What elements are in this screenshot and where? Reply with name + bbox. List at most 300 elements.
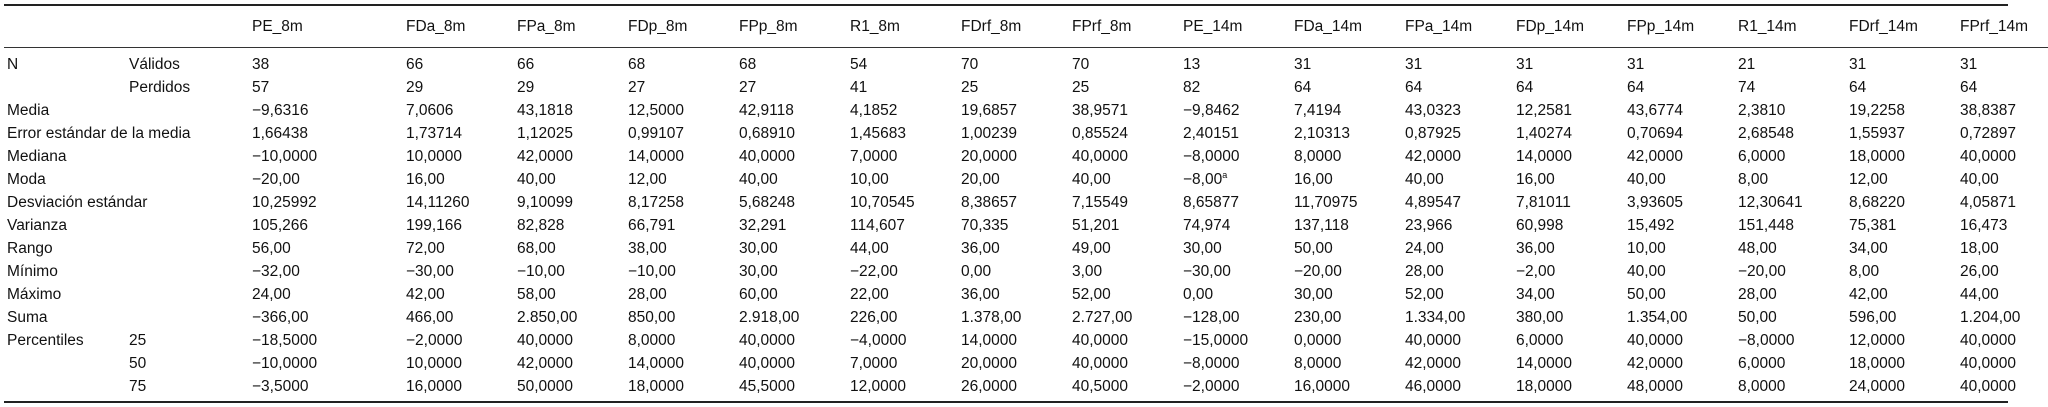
table-cell xyxy=(1294,214,1405,237)
table-cell xyxy=(252,283,406,306)
table-cell xyxy=(517,48,628,77)
table-cell xyxy=(1516,168,1627,191)
cell-value: 8,00 xyxy=(1849,263,1880,280)
table-cell xyxy=(406,145,517,168)
cell-value: 40,0000 xyxy=(1072,332,1129,349)
table-cell xyxy=(1294,168,1405,191)
table-cell xyxy=(252,145,406,168)
table-cell xyxy=(1072,260,1183,283)
cell-value: 38,9571 xyxy=(1072,102,1129,119)
table-cell xyxy=(406,375,517,398)
table-cell xyxy=(1627,48,1738,77)
table-cell xyxy=(252,306,406,329)
table-cell xyxy=(1849,76,1960,99)
cell-value: 40,0000 xyxy=(1072,148,1129,165)
table-cell xyxy=(406,214,517,237)
table-cell xyxy=(1516,145,1627,168)
cell-value: 24,00 xyxy=(1405,240,1444,257)
column-header: FPp_8m xyxy=(739,6,850,48)
table-cell xyxy=(1849,145,1960,168)
table-cell xyxy=(628,168,739,191)
cell-value: 8,0000 xyxy=(1738,378,1786,395)
table-cell xyxy=(1738,168,1849,191)
cell-value: 66,791 xyxy=(628,217,676,234)
cell-value: −10,00 xyxy=(628,263,676,280)
table-cell xyxy=(1627,214,1738,237)
table-cell xyxy=(1738,214,1849,237)
table-cell xyxy=(1960,122,2048,145)
cell-value: 56,00 xyxy=(252,240,291,257)
table-cell xyxy=(739,329,850,352)
cell-value: 26,00 xyxy=(1960,263,1999,280)
cell-value: −15,0000 xyxy=(1183,332,1249,349)
cell-value: 151,448 xyxy=(1738,217,1795,234)
cell-value: 30,00 xyxy=(1183,240,1222,257)
cell-value: 12,5000 xyxy=(628,102,685,119)
cell-value: −20,00 xyxy=(1294,263,1342,280)
cell-value: 1.334,00 xyxy=(1405,309,1466,326)
row-label: Mínimo xyxy=(7,263,58,280)
table-row xyxy=(4,260,2048,283)
cell-value: 6,0000 xyxy=(1516,332,1564,349)
cell-value: −32,00 xyxy=(252,263,300,280)
table-cell xyxy=(1516,283,1627,306)
cell-value: 64 xyxy=(1294,79,1312,96)
table-cell xyxy=(1516,375,1627,398)
cell-value: 40,0000 xyxy=(739,148,796,165)
table-cell xyxy=(961,145,1072,168)
cell-value: 28,00 xyxy=(1738,286,1777,303)
cell-value: 16,0000 xyxy=(406,378,463,395)
table-cell xyxy=(1072,191,1183,214)
cell-value: 19,2258 xyxy=(1849,102,1906,119)
cell-value: 10,0000 xyxy=(406,148,463,165)
cell-value: 7,0000 xyxy=(850,148,898,165)
table-cell xyxy=(1738,329,1849,352)
cell-value: 40,0000 xyxy=(517,332,574,349)
table-cell xyxy=(850,191,961,214)
cell-value: 11,70975 xyxy=(1294,194,1358,211)
cell-value: 40,0000 xyxy=(1072,355,1129,372)
cell-value: 40,00 xyxy=(1627,171,1666,188)
cell-value: 75,381 xyxy=(1849,217,1897,234)
cell-value: 1,55937 xyxy=(1849,125,1906,142)
cell-value: 82,828 xyxy=(517,217,565,234)
table-cell xyxy=(850,260,961,283)
table-cell xyxy=(1849,375,1960,398)
cell-value: 42,0000 xyxy=(1405,355,1462,372)
cell-value: 60,998 xyxy=(1516,217,1564,234)
cell-value: 1,45683 xyxy=(850,125,907,142)
cell-value: 0,70694 xyxy=(1627,125,1684,142)
row-sublabel: 75 xyxy=(129,378,147,395)
table-row xyxy=(4,283,2048,306)
table-row xyxy=(4,76,2048,99)
table-cell xyxy=(1294,306,1405,329)
table-cell xyxy=(628,122,739,145)
cell-value: 0,00 xyxy=(1183,286,1214,303)
cell-value: 18,0000 xyxy=(628,378,685,395)
table-cell xyxy=(961,76,1072,99)
table-cell xyxy=(1849,214,1960,237)
cell-value: 16,0000 xyxy=(1294,378,1351,395)
table-cell xyxy=(1072,48,1183,77)
table-cell xyxy=(1627,191,1738,214)
cell-value: 40,5000 xyxy=(1072,378,1129,395)
cell-value: 0,87925 xyxy=(1405,125,1462,142)
table-cell xyxy=(1405,168,1516,191)
column-header: R1_8m xyxy=(850,6,961,48)
table-cell xyxy=(406,329,517,352)
table-cell xyxy=(628,260,739,283)
table-cell xyxy=(406,48,517,77)
table-row xyxy=(4,122,2048,145)
row-label: Rango xyxy=(7,240,53,257)
table-cell xyxy=(1405,214,1516,237)
cell-value: 27 xyxy=(739,79,757,96)
cell-value: 25 xyxy=(1072,79,1090,96)
table-cell xyxy=(628,99,739,122)
cell-value: −9,6316 xyxy=(252,102,309,119)
cell-value: 30,00 xyxy=(739,263,778,280)
cell-value: 24,00 xyxy=(252,286,291,303)
cell-value: 68 xyxy=(628,56,646,73)
table-cell xyxy=(252,99,406,122)
table-cell xyxy=(739,191,850,214)
table-cell xyxy=(1183,48,1294,77)
table-cell xyxy=(517,306,628,329)
table-cell xyxy=(1627,122,1738,145)
table-cell xyxy=(1849,168,1960,191)
table-cell xyxy=(1516,260,1627,283)
column-header: FPrf_8m xyxy=(1072,6,1183,48)
row-sublabel: 25 xyxy=(129,332,147,349)
table-cell xyxy=(1627,352,1738,375)
table-cell xyxy=(1516,306,1627,329)
cell-value: 38 xyxy=(252,56,270,73)
table-cell xyxy=(1183,329,1294,352)
table-cell xyxy=(1294,237,1405,260)
cell-value: 18,0000 xyxy=(1849,148,1906,165)
cell-value: −30,00 xyxy=(1183,263,1231,280)
table-cell xyxy=(1405,306,1516,329)
table-cell xyxy=(739,99,850,122)
cell-value: 1,00239 xyxy=(961,125,1018,142)
row-sublabel: Válidos xyxy=(129,56,180,73)
table-cell xyxy=(628,283,739,306)
row-label xyxy=(4,76,129,99)
cell-value: 50,00 xyxy=(1627,286,1666,303)
table-cell xyxy=(1072,214,1183,237)
table-cell xyxy=(1294,122,1405,145)
column-header: FDrf_14m xyxy=(1849,6,1960,48)
cell-value: 28,00 xyxy=(628,286,667,303)
cell-value: 42,00 xyxy=(406,286,445,303)
table-cell xyxy=(850,306,961,329)
table-cell xyxy=(961,214,1072,237)
table-cell xyxy=(628,48,739,77)
table-cell xyxy=(1294,48,1405,77)
cell-value: 3,93605 xyxy=(1627,194,1684,211)
table-cell xyxy=(628,145,739,168)
table-cell xyxy=(739,237,850,260)
table-cell xyxy=(739,306,850,329)
row-label: Desviación estándar xyxy=(7,194,148,211)
column-header: FDp_8m xyxy=(628,6,739,48)
cell-value: 18,0000 xyxy=(1849,355,1906,372)
cell-value: 380,00 xyxy=(1516,309,1564,326)
table-cell xyxy=(961,122,1072,145)
cell-value: 70,335 xyxy=(961,217,1009,234)
cell-value: 10,00 xyxy=(1627,240,1666,257)
table-cell xyxy=(1516,191,1627,214)
table-cell xyxy=(1072,283,1183,306)
cell-value: 114,607 xyxy=(850,217,905,234)
table-cell xyxy=(1849,283,1960,306)
cell-value: 24,0000 xyxy=(1849,378,1906,395)
cell-value: −4,0000 xyxy=(850,332,907,349)
cell-value: 40,0000 xyxy=(1960,148,2017,165)
table-cell xyxy=(1072,329,1183,352)
cell-value: 25 xyxy=(961,79,979,96)
cell-value: −10,00 xyxy=(517,263,565,280)
table-cell xyxy=(517,99,628,122)
table-cell xyxy=(1294,352,1405,375)
cell-value: −2,0000 xyxy=(1183,378,1240,395)
table-row xyxy=(4,237,2048,260)
cell-value: 16,00 xyxy=(1294,171,1333,188)
cell-value: −366,00 xyxy=(252,309,309,326)
table-cell xyxy=(1960,260,2048,283)
table-row xyxy=(4,375,2048,398)
table-cell xyxy=(739,122,850,145)
table-cell xyxy=(961,375,1072,398)
cell-value: 8,0000 xyxy=(1294,355,1342,372)
cell-value: 29 xyxy=(406,79,424,96)
cell-value: 66 xyxy=(517,56,535,73)
cell-value: 15,492 xyxy=(1627,217,1675,234)
cell-value: −9,8462 xyxy=(1183,102,1240,119)
table-cell xyxy=(1738,122,1849,145)
row-label: Mediana xyxy=(7,148,67,165)
table-cell xyxy=(1183,191,1294,214)
table-row xyxy=(4,329,2048,352)
column-header: FDrf_8m xyxy=(961,6,1072,48)
column-header: FPrf_14m xyxy=(1960,6,2048,48)
cell-value: 42,0000 xyxy=(1627,148,1684,165)
table-cell xyxy=(1516,352,1627,375)
cell-value: 40,00 xyxy=(1072,171,1111,188)
cell-value: 38,00 xyxy=(628,240,667,257)
table-cell xyxy=(517,352,628,375)
cell-value: −18,5000 xyxy=(252,332,318,349)
row-sublabel xyxy=(129,214,252,237)
cell-value: 12,0000 xyxy=(850,378,907,395)
cell-value: 20,0000 xyxy=(961,355,1018,372)
cell-value: 18,0000 xyxy=(1516,378,1573,395)
table-cell xyxy=(1960,352,2048,375)
table-cell xyxy=(1516,99,1627,122)
statistics-table-container xyxy=(4,4,2029,403)
table-cell xyxy=(517,168,628,191)
table-cell xyxy=(1072,145,1183,168)
table-cell xyxy=(1516,76,1627,99)
table-cell xyxy=(739,76,850,99)
table-cell xyxy=(406,237,517,260)
table-cell xyxy=(1294,283,1405,306)
cell-value: 22,00 xyxy=(850,286,889,303)
cell-value: 7,4194 xyxy=(1294,102,1342,119)
cell-value: 30,00 xyxy=(739,240,778,257)
header-blank xyxy=(4,6,129,48)
column-header: FDa_14m xyxy=(1294,6,1405,48)
cell-value: 2.727,00 xyxy=(1072,309,1133,326)
table-cell xyxy=(961,260,1072,283)
table-cell xyxy=(850,329,961,352)
table-cell xyxy=(1183,122,1294,145)
cell-value: 18,00 xyxy=(1960,240,1999,257)
row-sublabel: 50 xyxy=(129,355,147,372)
cell-value: −30,00 xyxy=(406,263,454,280)
table-cell xyxy=(1072,122,1183,145)
cell-value: −128,00 xyxy=(1183,309,1240,326)
row-label: Máximo xyxy=(7,286,62,303)
table-row xyxy=(4,48,2048,77)
table-cell xyxy=(1849,260,1960,283)
cell-value: 466,00 xyxy=(406,309,454,326)
table-cell xyxy=(1849,237,1960,260)
table-cell xyxy=(1516,329,1627,352)
table-cell xyxy=(739,145,850,168)
cell-value: 42,0000 xyxy=(1627,355,1684,372)
cell-value: 8,65877 xyxy=(1183,194,1240,211)
cell-value: 68,00 xyxy=(517,240,556,257)
cell-value: 850,00 xyxy=(628,309,676,326)
table-cell xyxy=(1405,122,1516,145)
table-cell xyxy=(1405,260,1516,283)
table-cell xyxy=(1072,352,1183,375)
table-cell xyxy=(1627,283,1738,306)
cell-value: −22,00 xyxy=(850,263,898,280)
cell-value: 43,1818 xyxy=(517,102,574,119)
cell-value: 49,00 xyxy=(1072,240,1111,257)
cell-value: 1.378,00 xyxy=(961,309,1022,326)
table-cell xyxy=(252,48,406,77)
table-cell xyxy=(1738,283,1849,306)
cell-value: 0,99107 xyxy=(628,125,685,142)
cell-value: 21 xyxy=(1738,56,1756,73)
cell-value: 4,05871 xyxy=(1960,194,2017,211)
cell-value: 7,81011 xyxy=(1516,194,1571,211)
cell-value: 34,00 xyxy=(1849,240,1888,257)
cell-value: 1,40274 xyxy=(1516,125,1573,142)
cell-value: 8,0000 xyxy=(628,332,676,349)
column-header: R1_14m xyxy=(1738,6,1849,48)
cell-value: 40,0000 xyxy=(1960,378,2017,395)
table-cell xyxy=(1405,237,1516,260)
table-cell xyxy=(1516,237,1627,260)
cell-value: 40,00 xyxy=(1627,263,1666,280)
table-cell xyxy=(961,329,1072,352)
cell-value: 1.354,00 xyxy=(1627,309,1688,326)
table-cell xyxy=(1960,375,2048,398)
table-cell xyxy=(1183,306,1294,329)
cell-value: 42,0000 xyxy=(517,355,574,372)
column-header: FDa_8m xyxy=(406,6,517,48)
cell-value: −8,0000 xyxy=(1183,355,1240,372)
table-cell xyxy=(961,352,1072,375)
cell-value: 12,2581 xyxy=(1516,102,1573,119)
row-label: Suma xyxy=(7,309,48,326)
cell-value: 1.204,00 xyxy=(1960,309,2021,326)
cell-value: −8,0000 xyxy=(1738,332,1795,349)
cell-value: 1,73714 xyxy=(406,125,463,142)
table-cell xyxy=(1849,99,1960,122)
table-cell xyxy=(252,76,406,99)
table-cell xyxy=(1960,329,2048,352)
table-cell xyxy=(252,214,406,237)
cell-value: 596,00 xyxy=(1849,309,1897,326)
table-cell xyxy=(961,283,1072,306)
table-row xyxy=(4,191,2048,214)
table-cell xyxy=(1960,145,2048,168)
table-cell xyxy=(252,375,406,398)
cell-value: 40,00 xyxy=(739,171,778,188)
table-cell xyxy=(1960,48,2048,77)
cell-value: 23,966 xyxy=(1405,217,1453,234)
cell-value: 32,291 xyxy=(739,217,787,234)
cell-value: 0,85524 xyxy=(1072,125,1129,142)
table-cell xyxy=(517,375,628,398)
table-cell xyxy=(517,237,628,260)
cell-value: 40,0000 xyxy=(1960,355,2017,372)
table-cell xyxy=(1627,99,1738,122)
row-label: Media xyxy=(7,102,50,119)
cell-value: 64 xyxy=(1960,79,1978,96)
cell-value: 19,6857 xyxy=(961,102,1018,119)
cell-value: 0,00 xyxy=(961,263,992,280)
table-cell xyxy=(1072,99,1183,122)
table-cell xyxy=(850,237,961,260)
table-body xyxy=(4,48,2048,399)
table-cell xyxy=(1183,168,1294,191)
cell-value: 28,00 xyxy=(1405,263,1444,280)
column-header: PE_14m xyxy=(1183,6,1294,48)
table-cell xyxy=(406,283,517,306)
table-row xyxy=(4,214,2048,237)
cell-value: 226,00 xyxy=(850,309,898,326)
cell-value: 0,72897 xyxy=(1960,125,2017,142)
table-cell xyxy=(252,260,406,283)
table-cell xyxy=(961,168,1072,191)
cell-value: 20,00 xyxy=(961,171,1000,188)
table-cell xyxy=(1738,352,1849,375)
table-cell xyxy=(1183,145,1294,168)
table-cell xyxy=(517,122,628,145)
table-cell xyxy=(739,214,850,237)
table-row xyxy=(4,352,2048,375)
cell-value: −8,0000 xyxy=(1183,148,1240,165)
table-cell xyxy=(1183,352,1294,375)
table-cell xyxy=(406,122,517,145)
cell-value: 31 xyxy=(1960,56,1978,73)
cell-value: 0,0000 xyxy=(1294,332,1342,349)
cell-value: 48,0000 xyxy=(1627,378,1684,395)
cell-value: 36,00 xyxy=(961,286,1000,303)
table-cell xyxy=(1849,352,1960,375)
row-label: Varianza xyxy=(7,217,68,234)
table-cell xyxy=(1627,260,1738,283)
